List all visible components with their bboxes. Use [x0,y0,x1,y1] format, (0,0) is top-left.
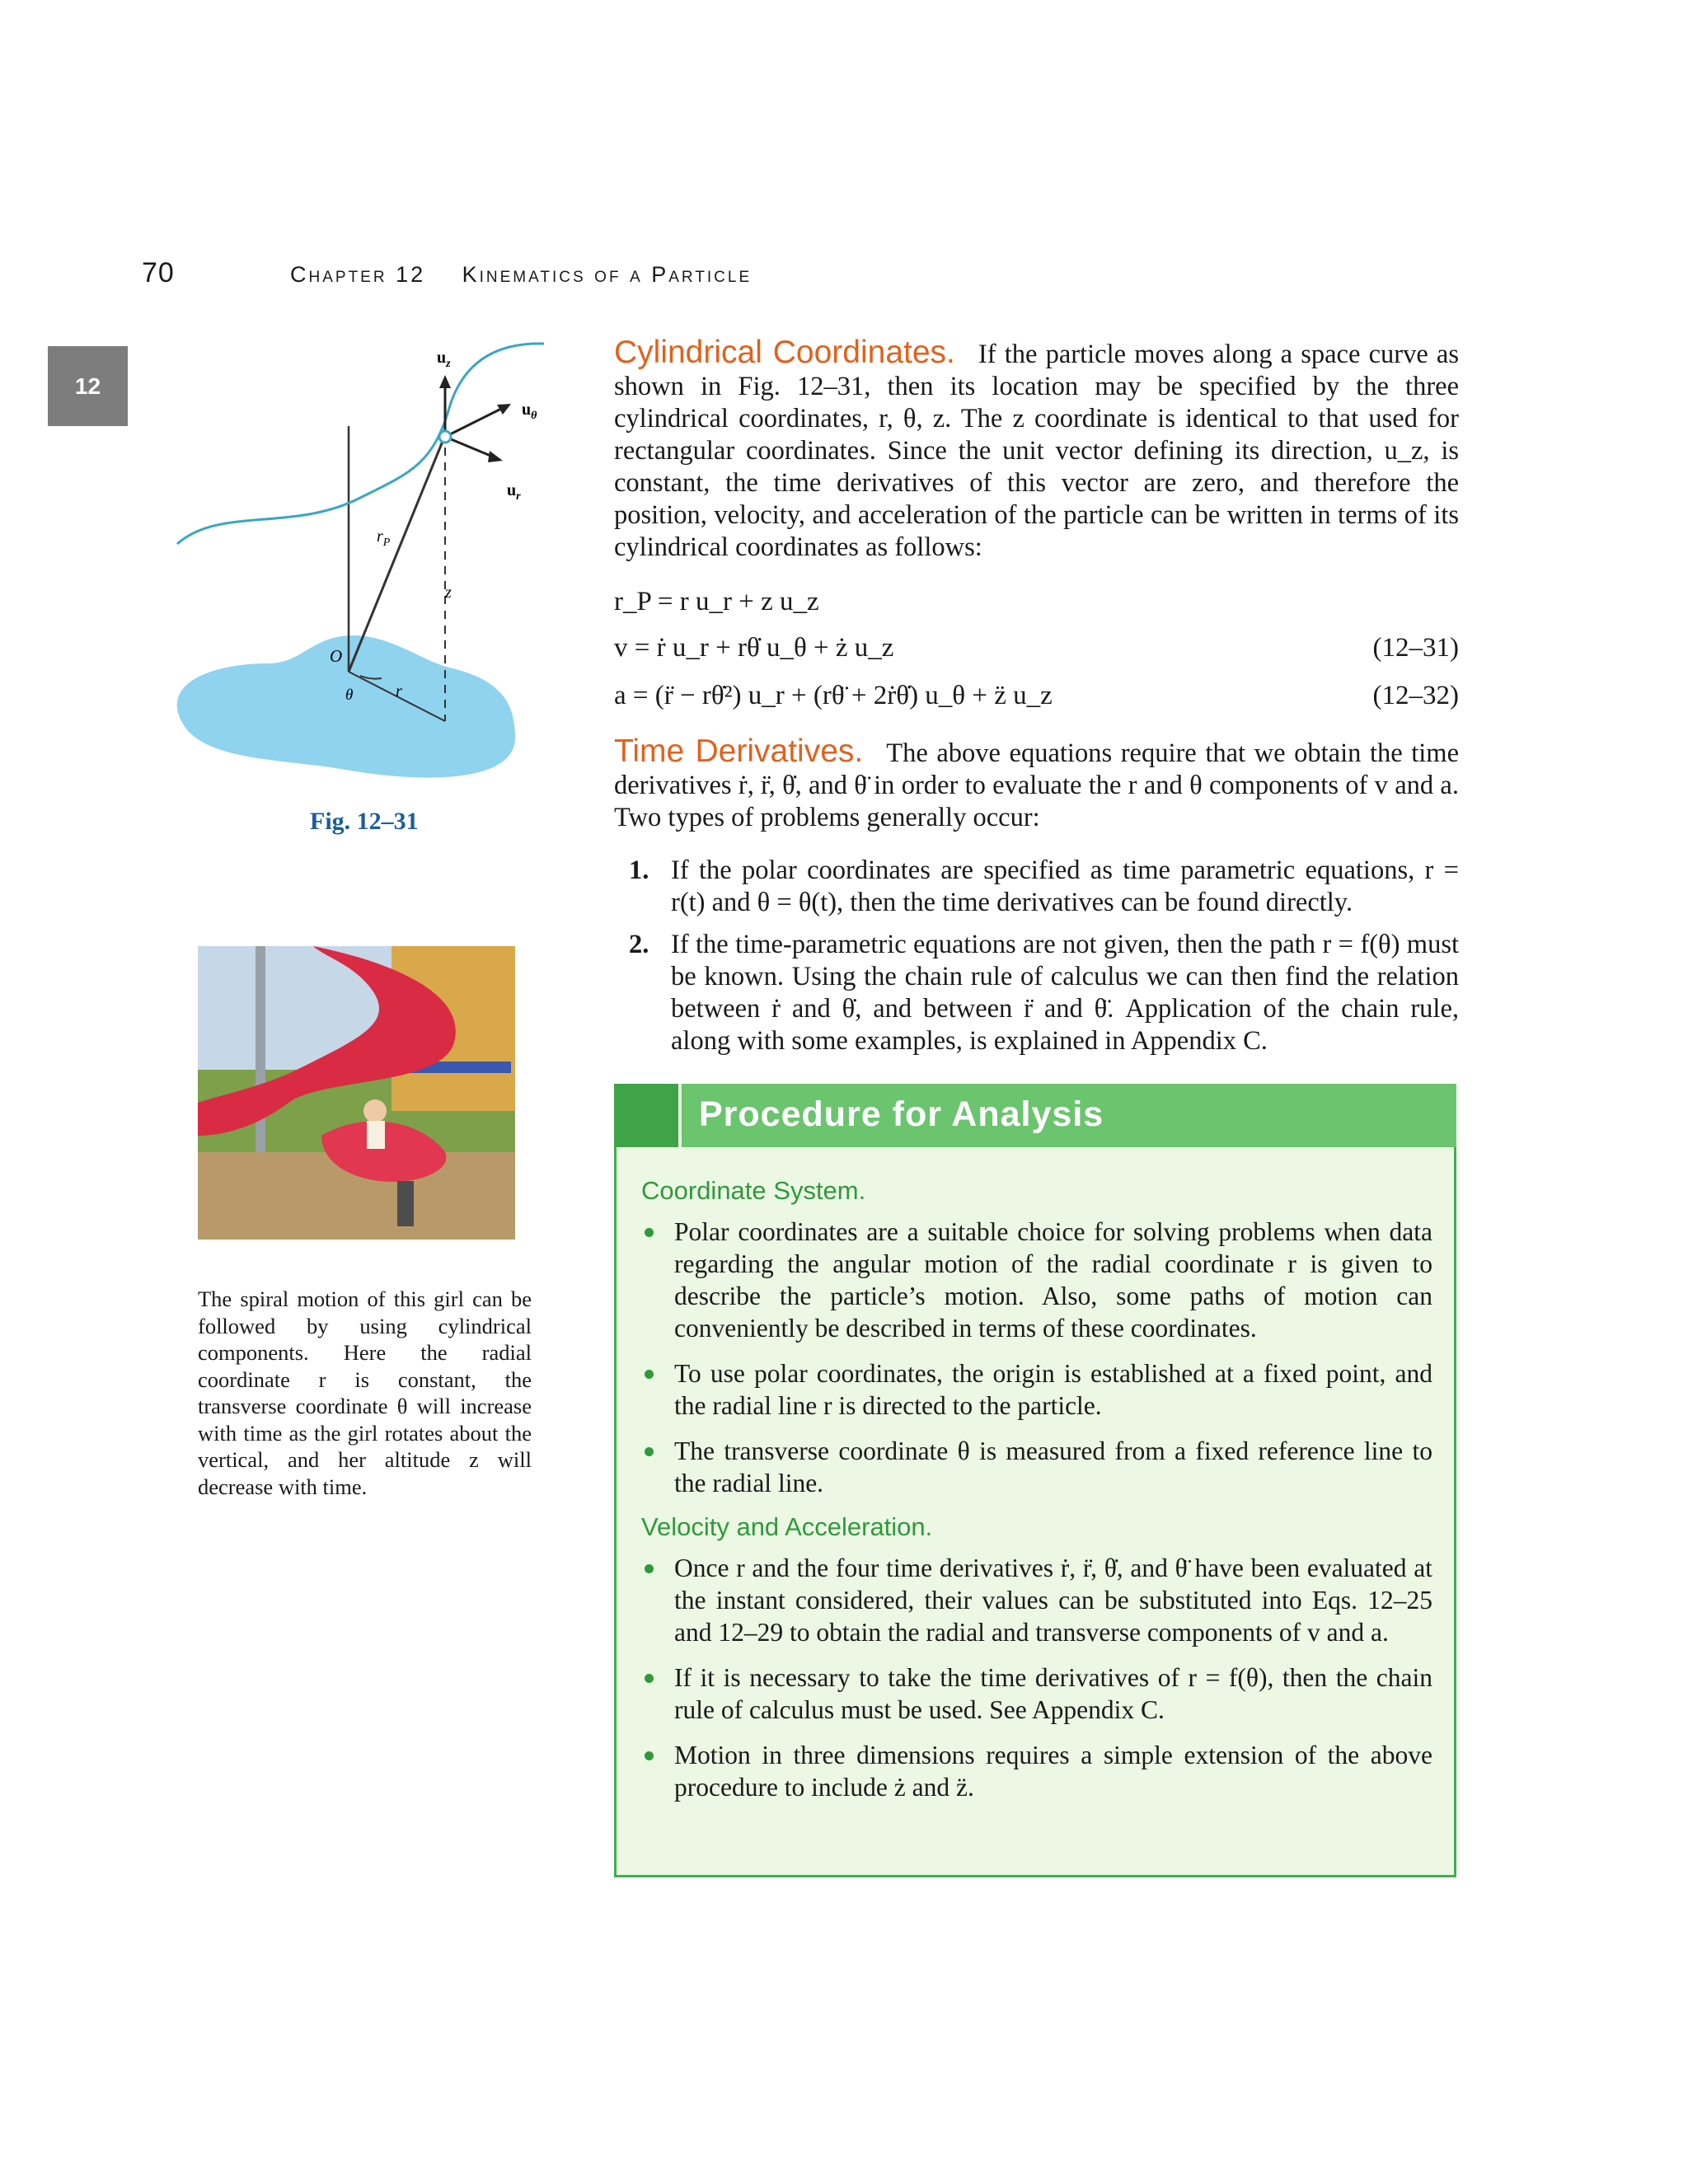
uz-label: $u_z$ [437,349,451,370]
chapter-label: Chapter 12 [290,262,426,287]
position-vector-rp [349,439,443,672]
equation-number-12-32: (12–32) [1372,681,1459,710]
r-label: r [396,682,402,701]
list-item: Motion in three dimensions requires a simple extension of the above procedure to include ż and z̈. [641,1739,1432,1803]
procedure-content [641,1176,1432,1816]
bullet-icon [645,1674,654,1683]
playground-slide-photo [198,946,515,1240]
chapter-title: Kinematics of a Particle [462,262,753,287]
list-item: 2. If the time-parametric equations are not given, then the path r = f(θ) must be known. Using the chain rule of calculus we can then find the relation between ṙ and θ̇, and between r̈ and θ̈. Application of the chain rule, along with some examples, is explained in Appendix C. [629,930,1459,1056]
time-derivatives-paragraph [614,735,1459,834]
ground-plane [177,635,515,778]
cylindrical-paragraph [614,336,1459,564]
cylindrical-coordinates-figure [169,334,556,795]
z-label: z [445,583,452,602]
chapter-tab: 12 [48,346,128,426]
utheta-label: $u_\theta$ [522,401,537,422]
cylindrical-heading: Cylindrical Coordinates. [614,335,955,370]
procedure-title-accent [614,1084,678,1147]
coordinate-system-bullets [641,1216,1432,1499]
problem-types-list [614,855,1459,1067]
list-item: The transverse coordinate θ is measured from a fixed reference line to the radial line. [641,1435,1432,1499]
time-derivatives-heading: Time Derivatives. [614,733,864,769]
photo-caption: The spiral motion of this girl can be followed by using cylindrical components. Here the radial coordinate r is constant, the transverse coordinate θ will increase with time as the girl rotates about the vertical, and her altitude z will decrease with time. [198,1286,532,1499]
ur-vector [445,437,495,457]
cylindrical-text: If the particle moves along a space curve as shown in Fig. 12–31, then its location may be specified by the three cylindrical coordinates, r, θ, z. The z coordinate is identical to that used for rectangular coordinates. Since the unit vector defining its direction, u_z, is constant, the time derivatives of this vector are zero, and therefore the position, velocity, and acceleration of the particle can be written in terms of its cylindrical coordinates as follows: [614,340,1460,562]
equation-number-12-31: (12–31) [1372,633,1459,663]
bullet-icon [645,1370,654,1379]
equation-position: r_P = r u_r + z u_z [614,587,819,616]
list-item: Once r and the four time derivatives ṙ, r̈, θ̇, and θ̈ have been evaluated at the instant considered, their values can be substituted into Eqs. 12–25 and 12–29 to obtain the radial and transverse components of v and a. [641,1552,1432,1648]
coordinate-system-heading: Coordinate System. [641,1176,866,1205]
ur-label: $u_r$ [507,481,521,503]
list-item: 1. If the polar coordinates are specified as time parametric equations, r = r(t) and θ = θ(t), then the time derivatives can be found directly. [629,855,1459,917]
time-derivatives-text: The above equations require that we obtain the time derivatives ṙ, r̈, θ̇, and θ̈ in order to evaluate the r and θ components of v and a. Two types of problems generally occur: [614,738,1459,832]
equation-velocity: v = ṙ u_r + rθ̇ u_θ + ż u_z (12–31) [614,633,1459,663]
figure-caption: Fig. 12–31 [310,808,419,835]
list-item: If it is necessary to take the time derivatives of r = f(θ), then the chain rule of calculus must be used. See Appendix C. [641,1661,1432,1726]
theta-label: θ [345,687,354,704]
bullet-icon [645,1564,654,1573]
origin-label: O [330,646,343,666]
equation-acceleration: a = (r̈ − rθ̇²) u_r + (rθ̈ + 2ṙθ̇) u_θ + z̈ u_z (12–32) [614,681,1459,710]
bullet-icon [645,1228,654,1237]
velocity-acceleration-bullets [641,1552,1432,1803]
page-number: 70 [142,257,175,288]
procedure-title-divider [678,1084,682,1147]
procedure-title: Procedure for Analysis [699,1094,1104,1134]
rp-label: $r_P$ [377,527,391,549]
utheta-vector [445,408,503,437]
list-item: Polar coordinates are a suitable choice for solving problems when data regarding the angular motion of the radial coordinate r is given to describe the particle’s motion. Also, some paths of motion can conveniently be described in terms of these coordinates. [641,1216,1432,1344]
bullet-icon [645,1447,654,1456]
bullet-icon [645,1751,654,1760]
list-item: To use polar coordinates, the origin is established at a fixed point, and the radial line r is directed to the particle. [641,1357,1432,1422]
running-head [290,262,752,288]
velocity-acceleration-heading: Velocity and Acceleration. [641,1512,933,1541]
space-curve [177,344,544,544]
particle-point [439,431,451,443]
